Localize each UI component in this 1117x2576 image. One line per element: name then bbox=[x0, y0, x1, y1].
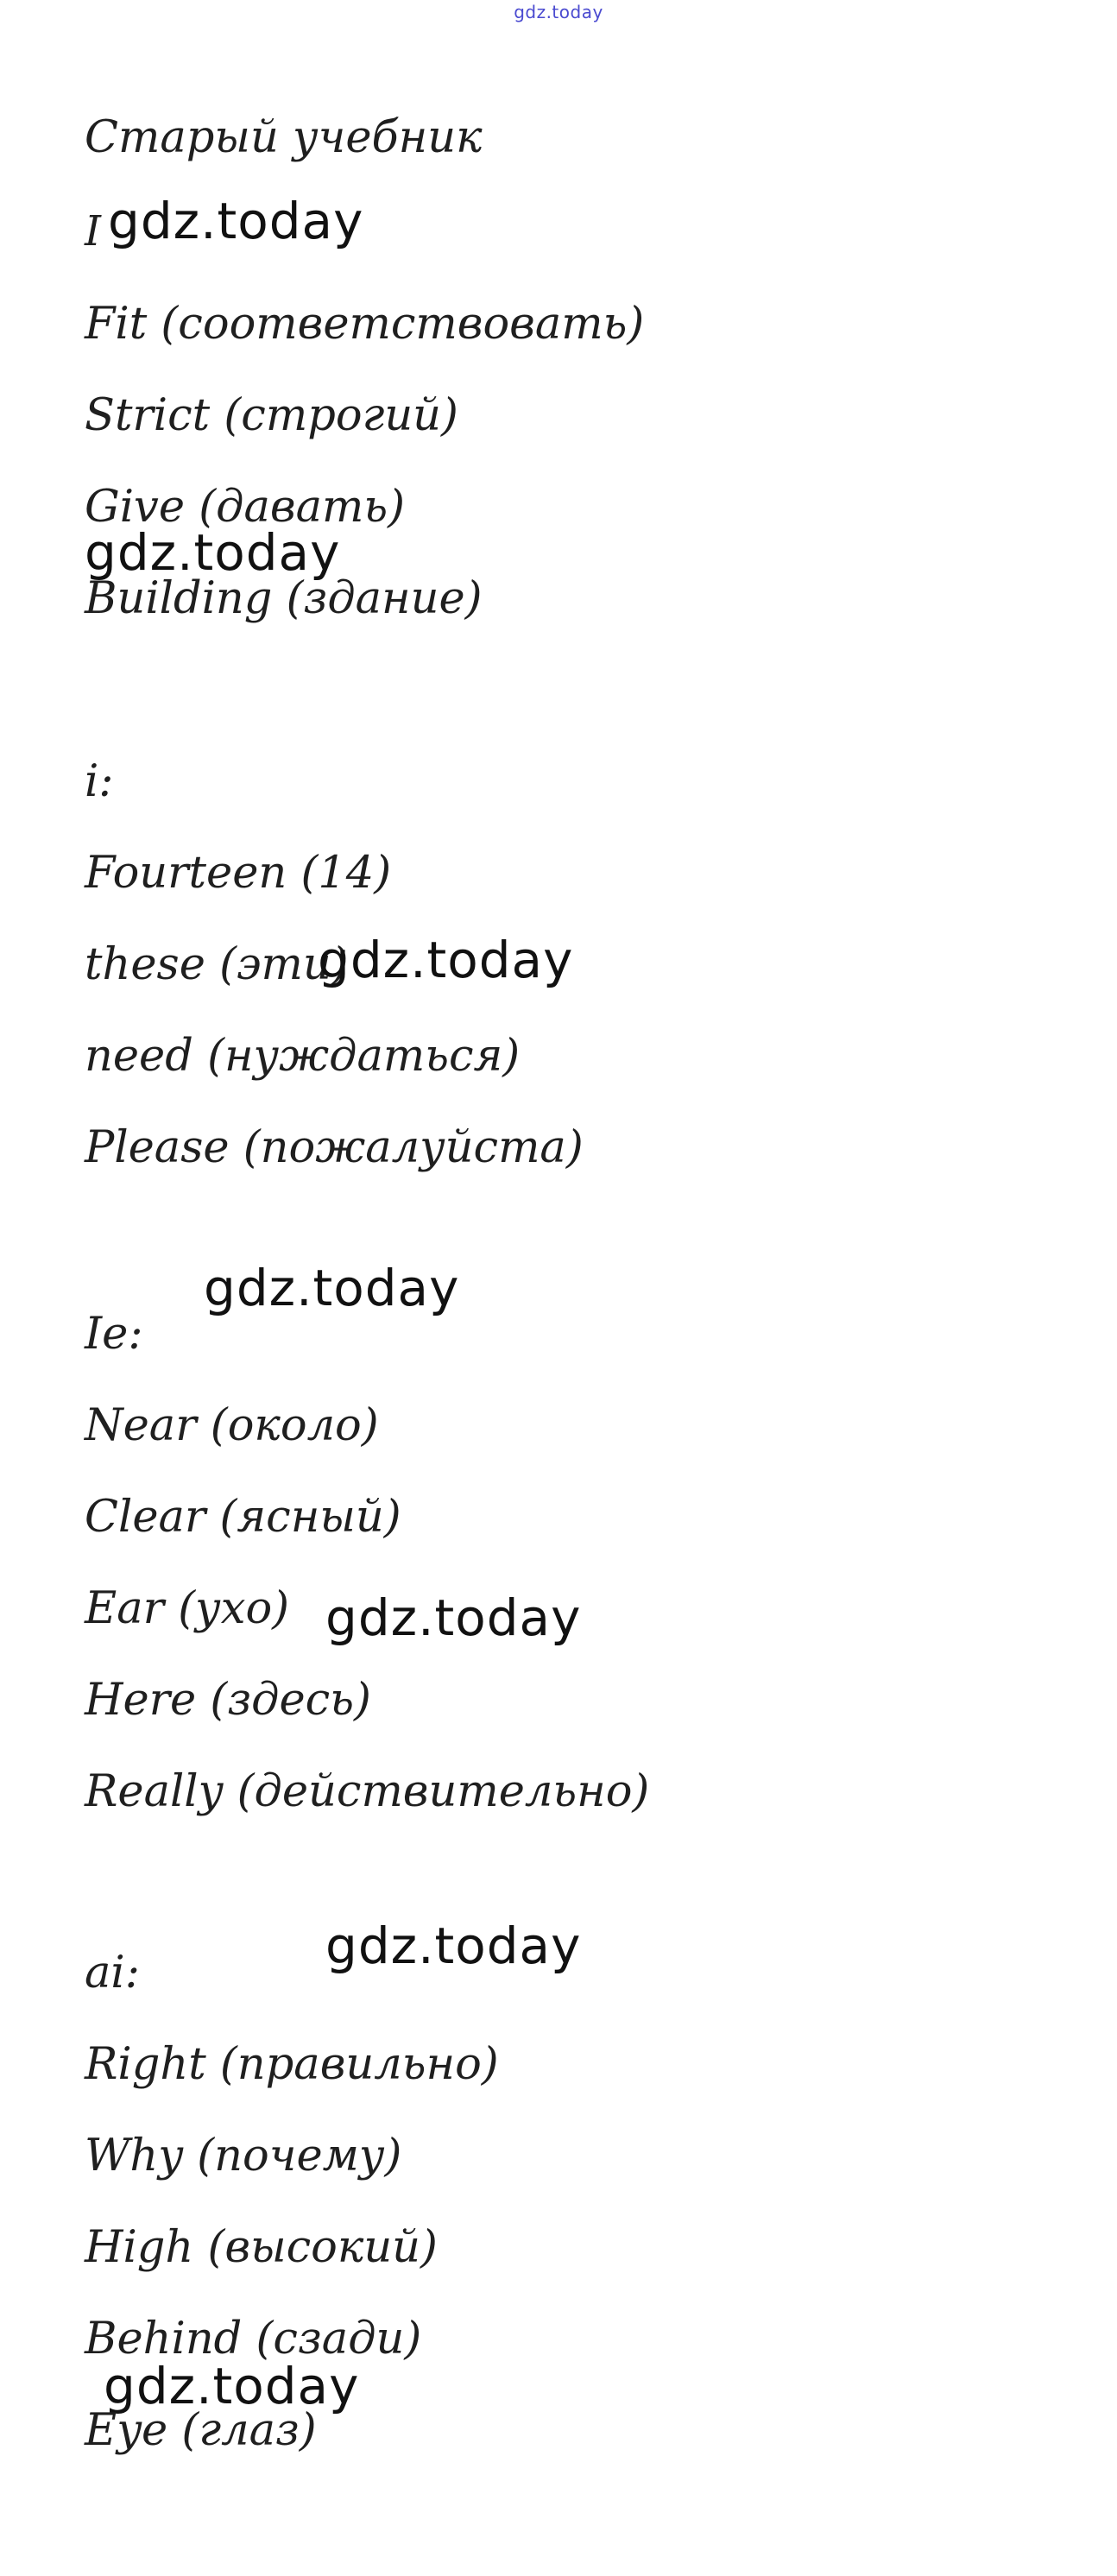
list-item: Really (действительно) bbox=[85, 1766, 650, 1817]
section-marker: I bbox=[85, 207, 101, 256]
list-item: Give (давать) bbox=[85, 482, 405, 533]
list-item: Near (около) bbox=[85, 1400, 379, 1451]
list-item: Strict (строгий) bbox=[85, 390, 458, 441]
watermark: gdz.today bbox=[85, 523, 341, 582]
section-heading: Ie: bbox=[85, 1309, 143, 1360]
list-item: Eye (глаз) bbox=[85, 2405, 317, 2456]
list-item: need (нуждаться) bbox=[85, 1031, 521, 1082]
list-item: Why (почему) bbox=[85, 2131, 402, 2181]
list-item: these (эти) bbox=[85, 939, 349, 990]
watermark: gdz.today bbox=[325, 1916, 582, 1975]
section-heading: ai: bbox=[85, 1948, 140, 1998]
watermark: gdz.today bbox=[108, 192, 364, 250]
list-item: Fit (соответствовать) bbox=[85, 299, 645, 350]
section-heading: i: bbox=[85, 756, 114, 807]
list-item: Building (здание) bbox=[85, 573, 483, 624]
list-item: Ear (ухо) bbox=[85, 1583, 290, 1634]
watermark: gdz.today bbox=[318, 931, 574, 989]
list-item: Right (правильно) bbox=[85, 2039, 499, 2090]
header-watermark: gdz.today bbox=[514, 2, 603, 22]
list-item: Fourteen (14) bbox=[85, 848, 392, 899]
list-item: Behind (сзади) bbox=[85, 2314, 422, 2364]
list-item: Here (здесь) bbox=[85, 1675, 371, 1726]
watermark: gdz.today bbox=[325, 1588, 582, 1647]
list-item: Clear (ясный) bbox=[85, 1492, 401, 1543]
page-title: Старый учебник bbox=[85, 112, 483, 163]
watermark: gdz.today bbox=[104, 2357, 360, 2415]
list-item: Please (пожалуйста) bbox=[85, 1122, 584, 1173]
watermark: gdz.today bbox=[204, 1259, 460, 1317]
list-item: High (высокий) bbox=[85, 2222, 438, 2273]
